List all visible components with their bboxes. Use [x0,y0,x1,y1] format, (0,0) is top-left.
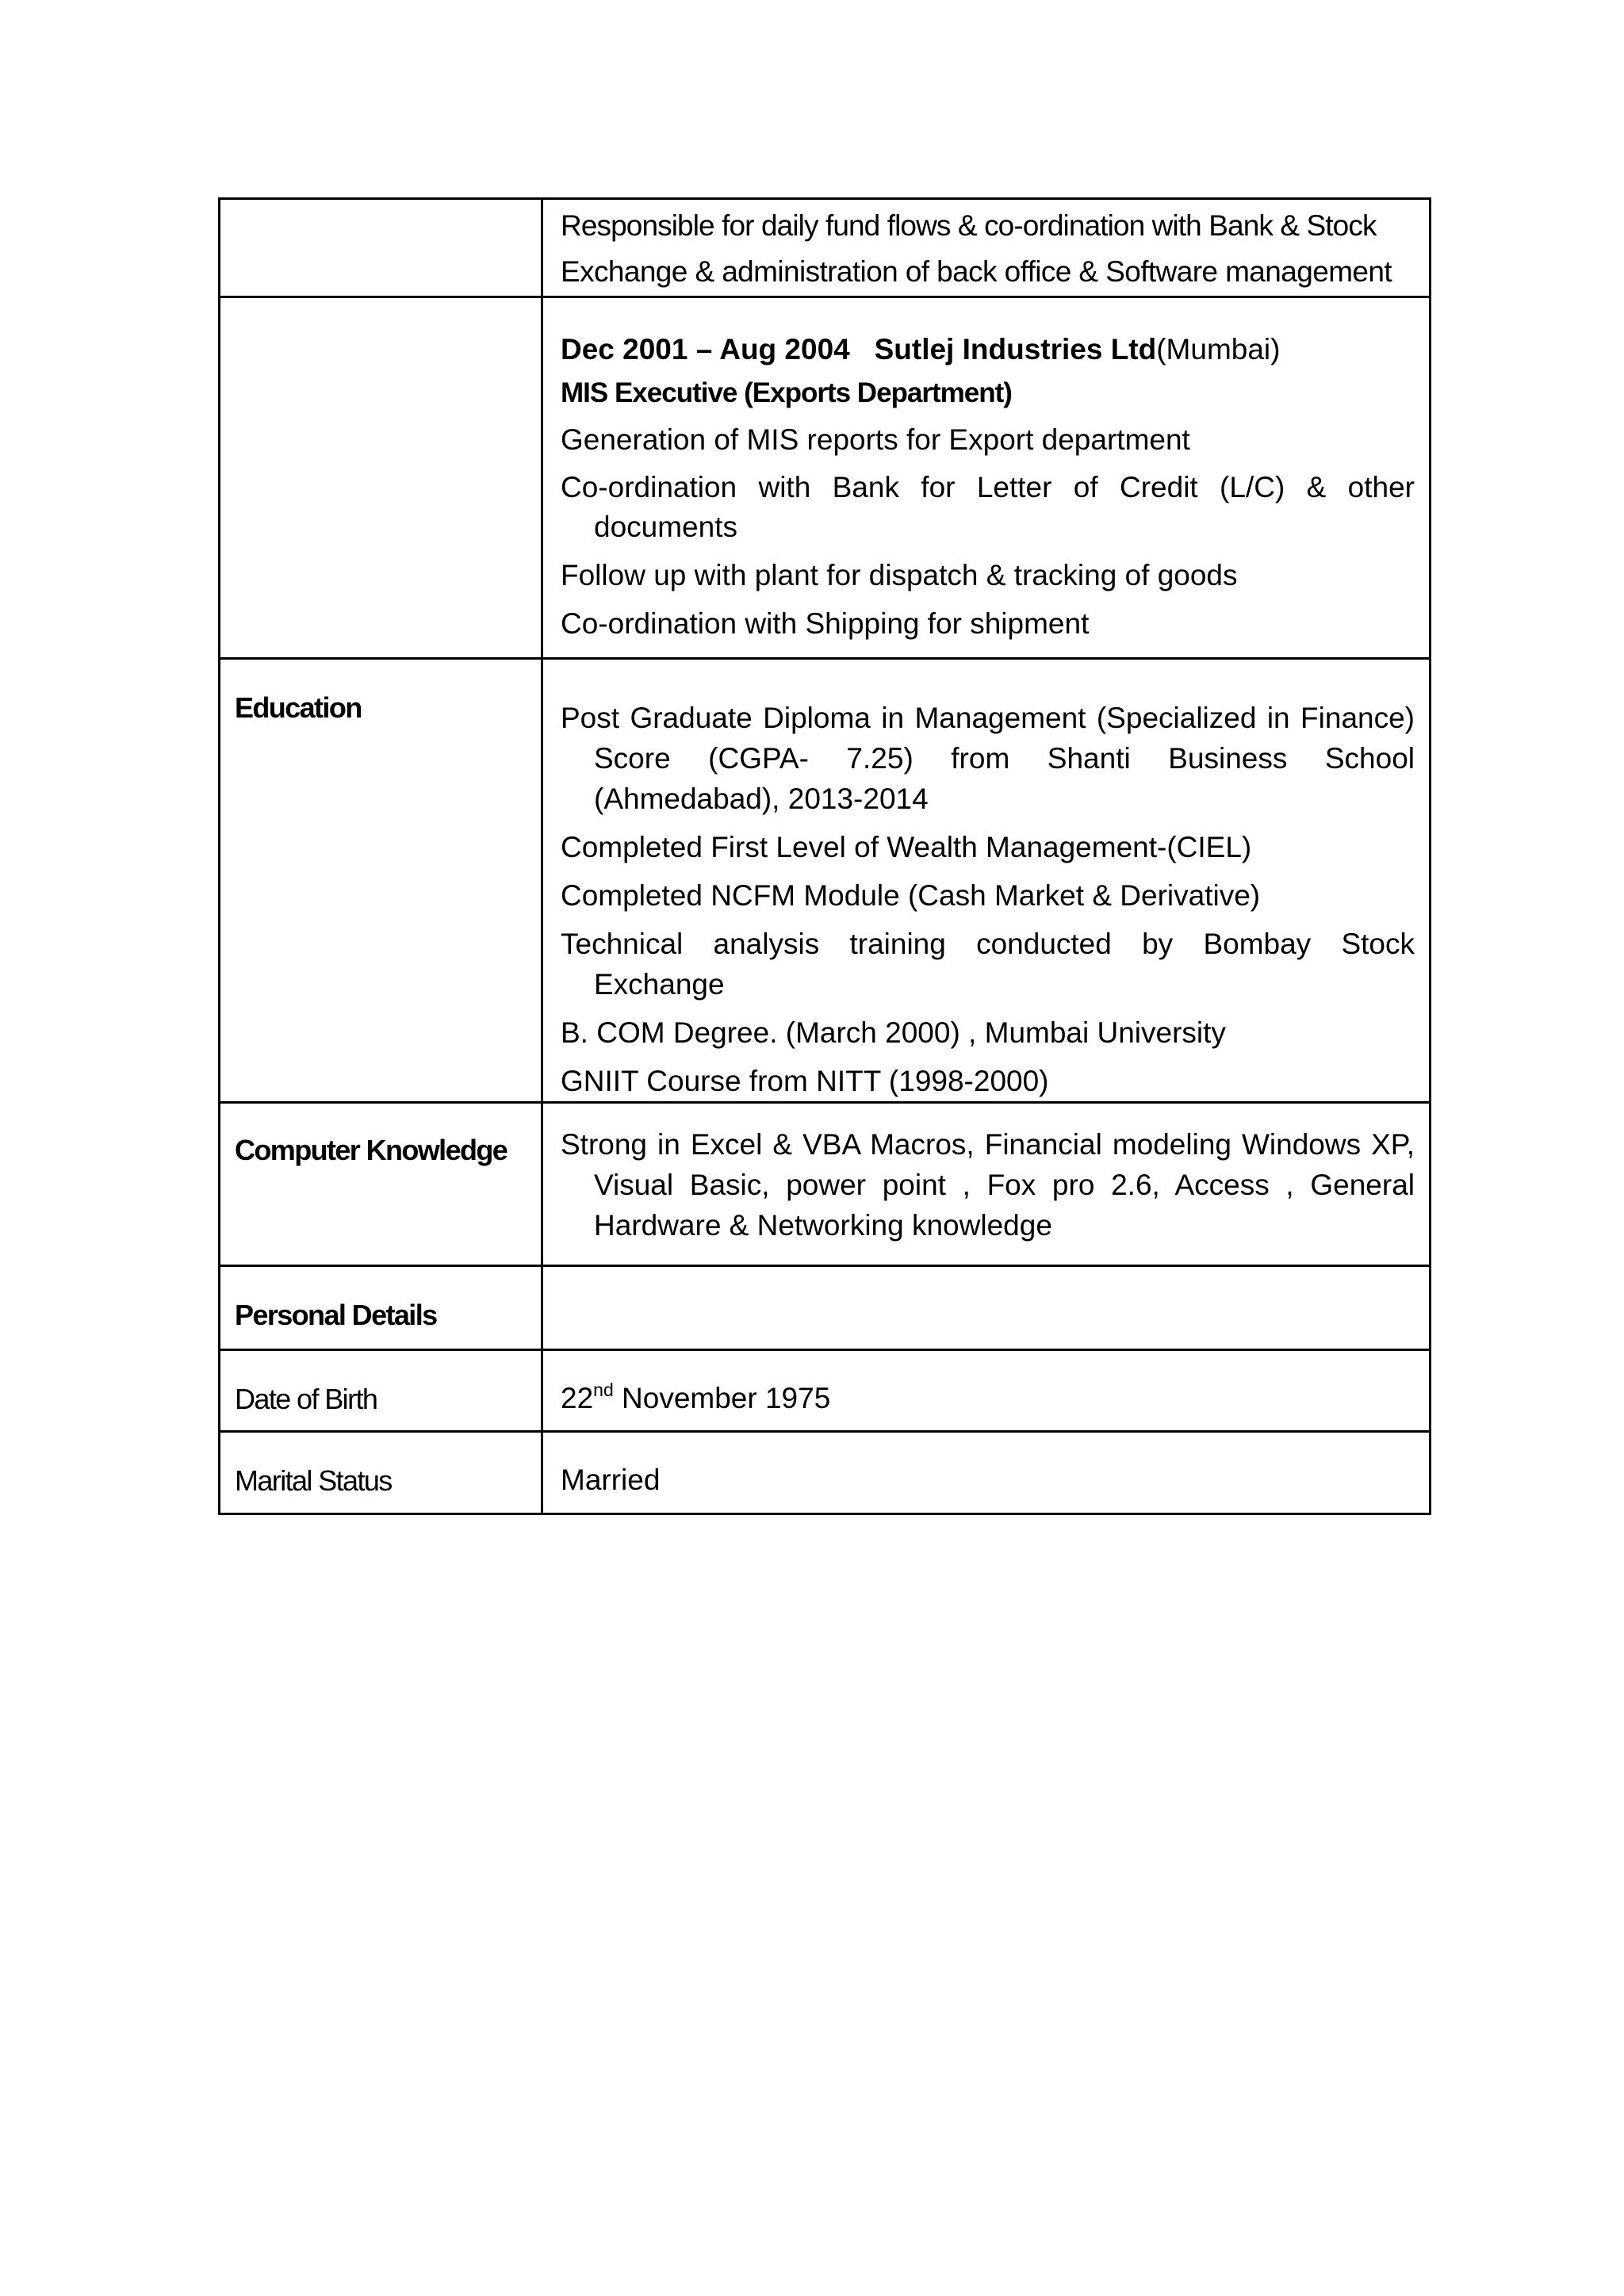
birth-day-suffix: nd [593,1379,614,1400]
responsibility-cell [542,199,1431,297]
responsibility-line: Exchange & administration of back office & Software management [561,255,1392,288]
marital-status-value: Married [561,1464,661,1496]
birth-day: 22 [561,1382,594,1414]
job-row [220,297,1431,659]
date-of-birth-row [220,1350,1431,1432]
job-period: Dec 2001 – Aug 2004 [561,333,850,365]
date-of-birth-cell [542,1350,1431,1432]
marital-status-cell [542,1432,1431,1514]
personal-details-label: Personal Details [235,1299,437,1331]
computer-knowledge-label-cell [220,1103,542,1266]
job-heading [561,329,1415,370]
empty-label-cell [220,199,542,297]
personal-details-cell [542,1266,1431,1350]
education-item: Technical analysis training conducted by Bombay Stock Exchange [561,928,1415,1001]
job-duty: Co-ordination with Bank for Letter of Credit (L/C) & other documents [561,471,1415,543]
education-item: Completed First Level of Wealth Management-(CIEL) [561,831,1252,863]
education-cell [542,659,1431,1103]
resume-table [218,197,1431,1515]
birth-month-year: November 1975 [613,1382,831,1414]
work-responsibility-row [220,199,1431,297]
date-of-birth-label-cell [220,1350,542,1432]
computer-knowledge-cell [542,1103,1431,1266]
job-location: (Mumbai) [1156,333,1281,365]
education-item: B. COM Degree. (March 2000) , Mumbai University [561,1016,1226,1049]
computer-knowledge-text: Strong in Excel & VBA Macros, Financial modeling Windows XP, Visual Basic, power point , Fox pro 2.6, Access , General Hardware & Networking knowledge [561,1128,1415,1242]
job-duty: Follow up with plant for dispatch & tracking of goods [561,559,1238,591]
date-of-birth-label: Date of Birth [235,1383,377,1415]
job-duty: Generation of MIS reports for Export department [561,423,1190,456]
job-duty: Co-ordination with Shipping for shipment [561,607,1090,640]
marital-status-label-cell [220,1432,542,1514]
computer-knowledge-label: Computer Knowledge [235,1134,508,1166]
date-of-birth-value [561,1378,1415,1419]
marital-status-row [220,1432,1431,1514]
computer-knowledge-row [220,1103,1431,1266]
personal-details-label-cell [220,1266,542,1350]
education-item: Completed NCFM Module (Cash Market & Derivative) [561,879,1261,912]
education-label: Education [235,691,362,724]
education-row [220,659,1431,1103]
job-cell [542,297,1431,659]
empty-label-cell [220,297,542,659]
marital-status-label: Marital Status [235,1464,392,1497]
education-item: Post Graduate Diploma in Management (Specialized in Finance) Score (CGPA- 7.25) from Shanti Business School (Ahmedabad), 2013-2014 [561,702,1415,815]
responsibility-line: Responsible for daily fund flows & co-ordination with Bank & Stock [561,209,1377,242]
personal-details-row [220,1266,1431,1350]
education-item: GNIIT Course from NITT (1998-2000) [561,1065,1049,1097]
job-role: MIS Executive (Exports Department) [561,377,1012,408]
job-company: Sutlej Industries Ltd [874,333,1157,365]
education-label-cell [220,659,542,1103]
